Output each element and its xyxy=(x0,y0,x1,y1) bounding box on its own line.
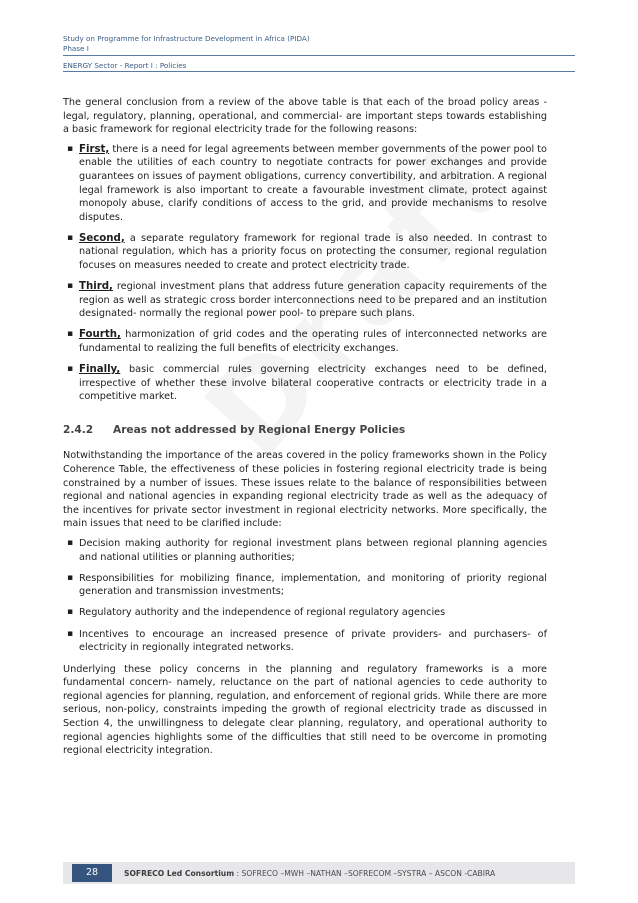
reason-lead: Finally, xyxy=(79,364,121,376)
header-divider xyxy=(63,71,575,72)
reason-lead: Fourth, xyxy=(79,329,121,341)
list-item: ▪ Responsibilities for mobilizing finance, implementation, and monitoring of priority regional generation and transmission investments; xyxy=(63,572,547,599)
header-divider xyxy=(63,55,575,56)
reason-lead: Second, xyxy=(79,232,125,244)
page-number: 28 xyxy=(72,864,112,882)
list-item xyxy=(63,280,547,321)
issues-paragraph: Notwithstanding the importance of the areas covered in the policy frameworks shown in the Policy Coherence Table, the effectiveness of these policies in fostering regional electricity trade is being constrained by a number of issues. These issues relate to the balance of responsibilities between regional and national agencies in expanding regional electricity trade as well as the adequacy of the incentives for private sector investment in regional electricity networks. More specifically, the main issues that need to be clarified include: xyxy=(63,450,547,530)
reason-lead: Third, xyxy=(79,281,113,293)
header-phase: Phase I xyxy=(63,44,89,53)
reason-text: basic commercial rules governing electricity exchanges need to be defined, irrespective of whether these involve bilateral cooperative contracts or electricity trade in a competitive market. xyxy=(79,364,547,403)
conclusion-paragraph: Underlying these policy concerns in the planning and regulatory frameworks is a more fundamental concern- namely, reluctance on the part of national agencies to cede authority to regional agencies for planning, regulation, and enforcement of regional grids. While there are more serious, non-policy, constraints impeding the growth of regional electricity trade as discussed in Section 4, the unwillingness to delegate clear planning, regulatory, and operational authority to regional agencies highlights some of the difficulties that still need to be overcome in promoting regional electricity integration. xyxy=(63,663,547,757)
page-body xyxy=(63,96,547,758)
issues-list xyxy=(63,537,547,655)
header-study-title: Study on Programme for Infrastructure Development in Africa (PIDA) xyxy=(63,34,310,43)
list-item: ▪ Incentives to encourage an increased presence of private providers- and purchasers- of electricity in regionally integrated networks. xyxy=(63,628,547,655)
reason-lead: First, xyxy=(79,143,110,155)
reason-text: there is a need for legal agreements between member governments of the power pool to enable the utilities of each country to negotiate contracts for power exchanges and provide guarantees on issues of payment obligations, currency convertibility, and arbitration. A regional legal framework is also important to create a favourable investment climate, protect against monopoly abuse, clarify conditions of access to the grid, and provide mechanisms to resolve disputes. xyxy=(79,143,547,223)
section-heading xyxy=(63,424,547,438)
reason-text: harmonization of grid codes and the operating rules of interconnected networks are fundamental to realizing the full benefits of electricity exchanges. xyxy=(79,329,547,354)
list-item: ▪ Regulatory authority and the independence of regional regulatory agencies xyxy=(63,606,547,620)
list-item xyxy=(63,328,547,355)
consortium-members: : SOFRECO –MWH –NATHAN –SOFRECOM –SYSTRA – ASCON -CABIRA xyxy=(234,869,496,878)
list-item xyxy=(63,143,547,225)
reason-text: regional investment plans that address future generation capacity requirements of the region as well as strategic cross border interconnections need to be prepared and an institution designated- normally the regional power pool- to prepare such plans. xyxy=(79,281,547,320)
reasons-list xyxy=(63,143,547,404)
section-number: 2.4.2 xyxy=(63,423,94,436)
reason-text: a separate regulatory framework for regional trade is also needed. In contrast to national regulation, which has a priority focus on protecting the consumer, regional regulation focuses on measures needed to create and protect electricity trade. xyxy=(79,232,547,272)
footer-consortium xyxy=(124,869,495,878)
list-item: ▪ Decision making authority for regional investment plans between regional planning agencies and national utilities or planning authorities; xyxy=(63,537,547,564)
header-report: ENERGY Sector - Report I : Policies xyxy=(63,61,187,70)
list-item xyxy=(63,232,547,273)
section-title: Areas not addressed by Regional Energy Policies xyxy=(113,423,406,436)
list-item xyxy=(63,363,547,404)
intro-paragraph: The general conclusion from a review of the above table is that each of the broad policy areas - legal, regulatory, planning, operational, and commercial- are important steps towards establishing a basic framework for regional electricity trade for the following reasons: xyxy=(63,97,547,136)
consortium-name: SOFRECO Led Consortium xyxy=(124,869,235,878)
